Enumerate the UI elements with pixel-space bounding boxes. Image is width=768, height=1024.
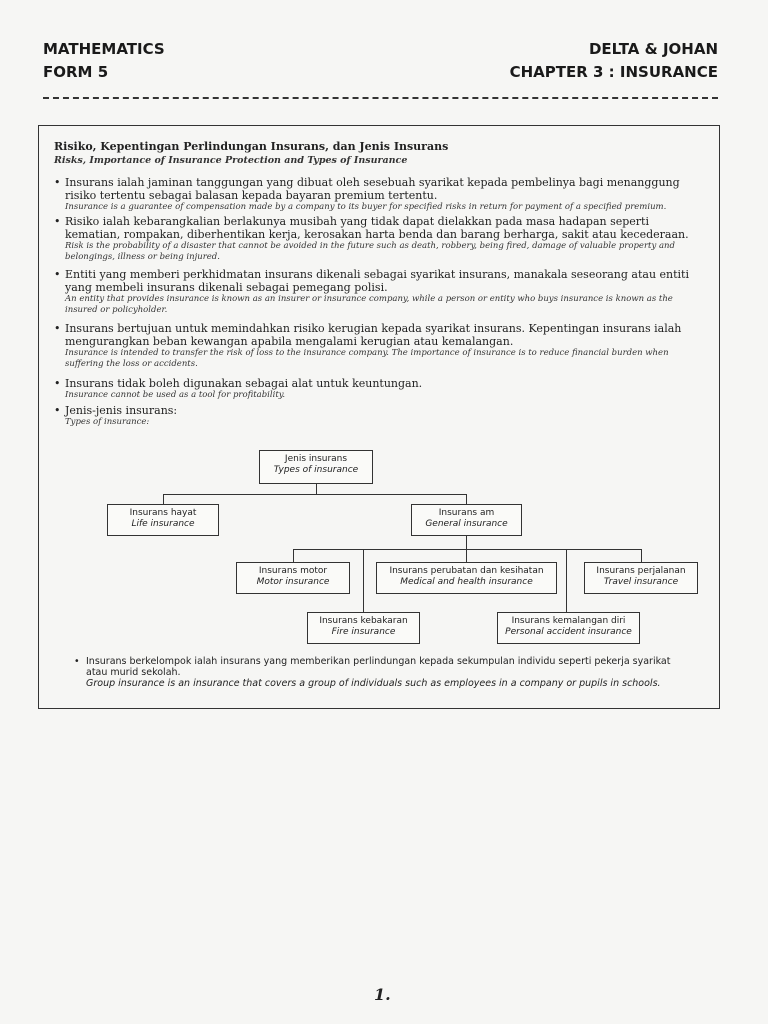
box-label-en: Motor insurance <box>256 577 330 587</box>
bullet-dot-icon: • <box>54 377 61 390</box>
page-number: 1. <box>374 985 391 1004</box>
box-label-en: Medical and health insurance <box>400 577 533 587</box>
box-label-en: Fire insurance <box>331 627 396 637</box>
bullet-dot-icon: • <box>74 656 80 667</box>
box-label: Insurans hayat <box>129 508 197 518</box>
bullet-translation: Insurance is a guarantee of compensation made by a company to its buyer for specified risks in return for payment of a specified premium. <box>65 202 667 212</box>
subject-title: MATHEMATICS <box>43 40 165 58</box>
bullet-dot-icon: • <box>54 322 61 335</box>
bullet-translation: An entity that provides insurance is known as an insurer or insurance company, while a person or entity who buys insurance is known as the insured or policyholder. <box>65 294 673 315</box>
box-label: Insurans kebakaran <box>319 616 408 626</box>
diagram-root-box <box>259 450 373 484</box>
diagram-medical-box <box>376 562 557 594</box>
box-label: Insurans perubatan dan kesihatan <box>389 566 544 576</box>
box-label-en: General insurance <box>425 519 508 529</box>
connector-line <box>566 549 567 612</box>
group-insurance-note <box>74 656 694 689</box>
connector-line <box>163 494 467 495</box>
connector-line <box>163 494 164 504</box>
bullet-dot-icon: • <box>54 215 61 228</box>
connector-line <box>293 549 294 562</box>
connector-line <box>466 494 467 504</box>
bullet-item <box>54 268 704 316</box>
box-label: Insurans perjalanan <box>596 566 686 576</box>
bullet-item <box>54 215 704 263</box>
connector-line <box>316 484 317 494</box>
bullet-text: Risiko ialah kebarangkalian berlakunya musibah yang tidak dapat dielakkan pada masa hadapan seperti kematian, rompakan, diberhentikan kerja, kerosakan harta benda dan barang berharga, sakit atau kecederaan. <box>65 215 689 241</box>
form-level: FORM 5 <box>43 63 109 81</box>
diagram-life-box <box>107 504 219 536</box>
bullet-item <box>54 404 704 428</box>
bullet-text: Insurans bertujuan untuk memindahkan risiko kerugian kepada syarikat insurans. Kepentingan insurans ialah mengurangkan beban kewangan apabila mengalami kerugian atau kemalangan. <box>65 322 682 348</box>
bullet-text: Insurans tidak boleh digunakan sebagai alat untuk keuntungan. <box>65 377 423 390</box>
bullet-text: Entiti yang memberi perkhidmatan insurans dikenali sebagai syarikat insurans, manakala seseorang atau entiti yang membeli insurans dikenali sebagai pemegang polisi. <box>65 268 689 294</box>
box-label-en: Travel insurance <box>603 577 679 587</box>
bullet-item <box>54 377 704 401</box>
bullet-item <box>54 176 704 213</box>
box-label: Insurans kemalangan diri <box>511 616 626 626</box>
diagram-fire-box <box>307 612 420 644</box>
section-title: Risiko, Kepentingan Perlindungan Insurans, dan Jenis Insurans <box>54 140 449 153</box>
diagram-general-box <box>411 504 522 536</box>
diagram-travel-box <box>584 562 698 594</box>
box-label: Insurans motor <box>258 566 328 576</box>
bullet-item <box>54 322 704 370</box>
chapter-title: CHAPTER 3 : INSURANCE <box>509 63 718 81</box>
bullet-translation: Types of insurance: <box>65 417 150 427</box>
header-divider <box>43 97 718 99</box>
connector-line <box>466 549 467 562</box>
group-note-translation: Group insurance is an insurance that covers a group of individuals such as employees in a company or pupils in schools. <box>86 678 661 689</box>
box-label: Jenis insurans <box>284 454 348 464</box>
box-label-en: Life insurance <box>131 519 195 529</box>
bullet-dot-icon: • <box>54 176 61 189</box>
box-label: Insurans am <box>438 508 495 518</box>
bullet-dot-icon: • <box>54 268 61 281</box>
bullet-dot-icon: • <box>54 404 61 417</box>
bullet-text: Jenis-jenis insurans: <box>65 404 178 417</box>
diagram-motor-box <box>236 562 350 594</box>
bullet-translation: Risk is the probability of a disaster that cannot be avoided in the future such as death, robbery, being fired, damage of valuable property and belongings, illness or being injured. <box>65 241 675 262</box>
box-label-en: Types of insurance <box>273 465 359 475</box>
connector-line <box>466 536 467 549</box>
connector-line <box>363 549 364 612</box>
bullet-text: Insurans ialah jaminan tanggungan yang dibuat oleh sesebuah syarikat kepada pembelinya bagi menanggung risiko tertentu sebagai balasan kepada bayaran premium tertentu. <box>65 176 680 202</box>
diagram-accident-box <box>497 612 640 644</box>
bullet-translation: Insurance cannot be used as a tool for profitability. <box>65 390 286 400</box>
connector-line <box>641 549 642 562</box>
group-note-text: Insurans berkelompok ialah insurans yang memberikan perlindungan kepada sekumpulan individu seperti pekerja syarikat atau murid sekolah. <box>86 656 671 678</box>
bullet-translation: Insurance is intended to transfer the risk of loss to the insurance company. The importance of insurance is to reduce financial burden when suffering the loss or accidents. <box>65 348 669 369</box>
box-label-en: Personal accident insurance <box>505 627 632 637</box>
publisher-name: DELTA & JOHAN <box>588 40 718 58</box>
connector-line <box>293 549 642 550</box>
section-subtitle: Risks, Importance of Insurance Protection and Types of Insurance <box>54 155 408 166</box>
